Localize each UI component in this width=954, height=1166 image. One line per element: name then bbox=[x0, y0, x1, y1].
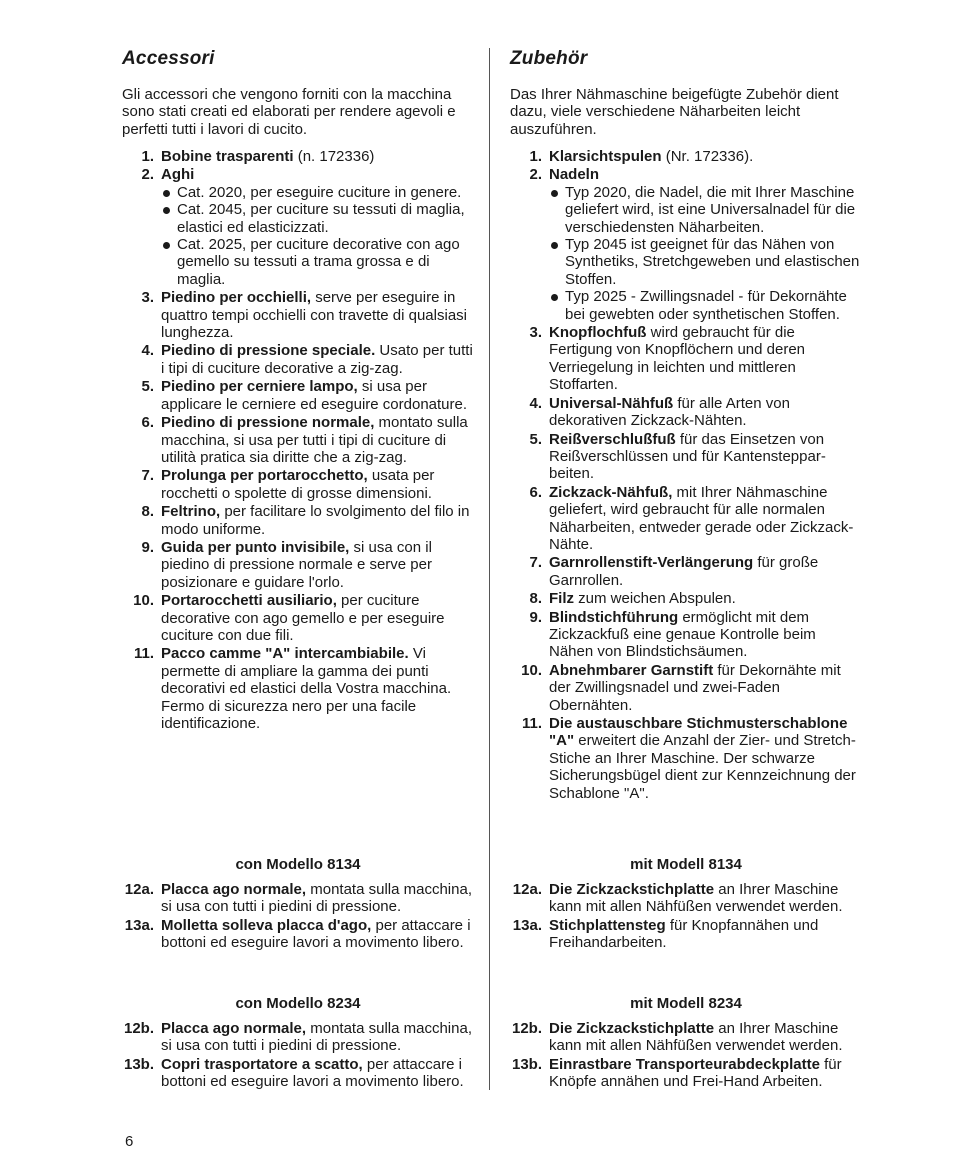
page-number: 6 bbox=[125, 1133, 134, 1150]
item-label: Blindstichführung bbox=[549, 608, 679, 626]
list-item bbox=[510, 554, 862, 589]
item-text: an Ihrer Maschine kann mit allen Nähfüßen verwendet werden. bbox=[549, 1020, 843, 1055]
list-item bbox=[122, 378, 474, 413]
item-label: Guida per punto invisibile, bbox=[161, 538, 350, 556]
item-text: montato sulla macchina, si usa per tutti i tipi di cuciture di utilità pratica sia diritte che a zig-zag. bbox=[161, 414, 468, 466]
item-number: 7. bbox=[529, 554, 542, 572]
item-text: per attaccare i bottoni ed eseguire lavori a movimento libero. bbox=[161, 916, 471, 952]
item-label: Aghi bbox=[161, 166, 195, 184]
item-body bbox=[549, 917, 862, 952]
item-text: montata sulla macchina, si usa con tutti i piedini di pressione. bbox=[161, 1020, 472, 1055]
sub-list-item: Cat. 2025, per cuciture decorative con ago gemello su tessuti a trama grossa e di maglia. bbox=[161, 236, 474, 288]
italian-title: Accessori bbox=[122, 48, 215, 69]
item-body bbox=[161, 467, 474, 502]
item-body bbox=[549, 1020, 862, 1055]
item-label: Nadeln bbox=[549, 166, 600, 184]
item-number: 2. bbox=[141, 166, 154, 184]
item-text: per facilitare lo svolgimento del filo in modo uniforme. bbox=[161, 503, 470, 538]
italian-model-8234-heading: con Modello 8234 bbox=[235, 995, 361, 1012]
list-item bbox=[122, 467, 474, 502]
item-label: Feltrino, bbox=[161, 503, 221, 521]
item-number: 3. bbox=[141, 289, 154, 307]
list-item bbox=[510, 148, 862, 165]
item-number: 1. bbox=[529, 148, 542, 165]
item-label: Abnehmbarer Garnstift bbox=[549, 661, 714, 679]
list-item bbox=[510, 917, 862, 952]
german-model-8234-heading: mit Modell 8234 bbox=[630, 995, 742, 1012]
german-intro: Das Ihrer Nähmaschine beigefügte Zubehör dient dazu, viele verschiedene Näharbeiten leicht auszuführen. bbox=[510, 86, 839, 138]
item-body bbox=[161, 503, 474, 538]
item-body bbox=[161, 378, 474, 413]
item-body bbox=[161, 342, 474, 377]
item-body bbox=[549, 662, 862, 714]
sub-list-item: Cat. 2045, per cuciture su tessuti di maglia, elastici ed elasticizzati. bbox=[161, 201, 474, 236]
item-body bbox=[161, 289, 474, 341]
item-label: Zickzack-Nähfuß, bbox=[549, 483, 673, 501]
item-body bbox=[161, 881, 474, 916]
list-item bbox=[122, 342, 474, 377]
item-body bbox=[549, 148, 862, 165]
item-number: 4. bbox=[141, 342, 154, 360]
item-body bbox=[549, 881, 862, 916]
sub-list-item: Typ 2025 - Zwillingsnadel - für Dekornähte bei gewebten oder synthetischen Stoffen. bbox=[549, 288, 862, 323]
italian-model-8134-heading: con Modello 8134 bbox=[235, 856, 361, 873]
item-number: 5. bbox=[529, 430, 542, 448]
item-text: an Ihrer Maschine kann mit allen Nähfüßen verwendet werden. bbox=[549, 881, 843, 916]
item-number: 9. bbox=[141, 538, 154, 556]
item-body bbox=[161, 917, 474, 952]
list-item bbox=[510, 715, 862, 802]
item-body bbox=[549, 715, 862, 802]
list-item bbox=[122, 881, 474, 916]
item-number: 11. bbox=[133, 645, 154, 663]
item-number: 2. bbox=[529, 166, 542, 184]
italian-model-8234-list bbox=[122, 1020, 474, 1092]
item-body bbox=[549, 431, 862, 483]
item-number: 12b. bbox=[511, 1020, 542, 1037]
item-text: serve per eseguire in quattro tempi occhielli con travette di qualsiasi lunghezza. bbox=[161, 289, 467, 342]
item-text: usata per rocchetti o spolette di grosse dimensioni. bbox=[161, 467, 435, 502]
item-number: 9. bbox=[529, 608, 542, 626]
item-text: si usa per applicare le cerniere ed eseguire cordonature. bbox=[161, 378, 468, 413]
german-model-8234-list bbox=[510, 1020, 862, 1092]
item-number: 12a. bbox=[124, 881, 154, 898]
item-text: erweitert die Anzahl der Zier- und Stretch-Stiche an Ihrer Maschine. Der schwarze Sicherungsbügel dient zur Kennzeichnung der Schablone "A". bbox=[549, 732, 856, 802]
german-title: Zubehör bbox=[510, 48, 588, 69]
item-text: zum weichen Abspulen. bbox=[574, 590, 736, 608]
sub-list bbox=[549, 184, 862, 323]
item-number: 12a. bbox=[512, 881, 542, 898]
list-item bbox=[122, 645, 474, 732]
list-item bbox=[122, 414, 474, 466]
item-number: 13a. bbox=[512, 916, 542, 934]
list-item bbox=[122, 1020, 474, 1055]
list-item bbox=[510, 881, 862, 916]
list-item bbox=[510, 590, 862, 607]
item-number: 12b. bbox=[123, 1020, 154, 1037]
item-label: Klarsichtspulen bbox=[549, 148, 662, 165]
list-item bbox=[510, 166, 862, 323]
item-label: Piedino di pressione normale, bbox=[161, 414, 375, 432]
item-label: Piedino per occhielli, bbox=[161, 289, 312, 307]
list-item bbox=[510, 395, 862, 430]
item-label: Placca ago normale, bbox=[161, 1020, 307, 1037]
item-label: Molletta solleva placca d'ago, bbox=[161, 916, 372, 934]
item-body bbox=[161, 166, 474, 288]
item-label: Pacco camme "A" intercambiabile. bbox=[161, 645, 409, 663]
list-item bbox=[510, 484, 862, 554]
item-body bbox=[161, 414, 474, 466]
german-model-8134-list bbox=[510, 881, 862, 953]
item-text: für Knöpfe annähen und Frei-Hand Arbeiten. bbox=[549, 1055, 842, 1091]
item-number: 5. bbox=[141, 378, 154, 396]
item-number: 1. bbox=[141, 148, 154, 165]
item-body bbox=[161, 539, 474, 591]
item-text: für Knopfannähen und Freihandarbeiten. bbox=[549, 916, 819, 952]
item-text: für große Garnrollen. bbox=[549, 554, 819, 589]
item-number: 7. bbox=[141, 467, 154, 485]
item-label: Einrastbare Transporteurabdeckplatte bbox=[549, 1055, 820, 1073]
item-label: Copri trasportatore a scatto, bbox=[161, 1055, 363, 1073]
list-item bbox=[122, 503, 474, 538]
item-text: (n. 172336) bbox=[293, 148, 375, 165]
item-label: Prolunga per portarocchetto, bbox=[161, 467, 368, 485]
item-text: für alle Arten von dekorativen Zickzack-Nähten. bbox=[549, 394, 790, 430]
item-label: Placca ago normale, bbox=[161, 881, 307, 898]
italian-model-8134-list bbox=[122, 881, 474, 953]
list-item bbox=[122, 539, 474, 591]
item-body bbox=[549, 395, 862, 430]
sub-list-item: Typ 2020, die Nadel, die mit Ihrer Maschine geliefert wird, ist eine Universalnadel für die verschiedensten Näharbeiten. bbox=[549, 184, 862, 236]
item-label: Portarocchetti ausiliario, bbox=[161, 592, 337, 610]
item-label: Piedino di pressione speciale. bbox=[161, 342, 376, 360]
list-item bbox=[122, 148, 474, 165]
item-number: 11. bbox=[521, 715, 542, 732]
item-body bbox=[549, 590, 862, 607]
item-body bbox=[549, 166, 862, 323]
item-number: 8. bbox=[529, 590, 542, 608]
list-item bbox=[510, 431, 862, 483]
item-label: Universal-Nähfuß bbox=[549, 394, 674, 412]
list-item bbox=[510, 1056, 862, 1091]
list-item bbox=[510, 609, 862, 661]
item-body bbox=[161, 592, 474, 644]
item-label: Die Zickzackstichplatte bbox=[549, 1020, 715, 1037]
item-text: ermöglicht mit dem Zickzackfuß eine genaue Kontrolle beim Nähen von Blindstichsäumen. bbox=[549, 608, 816, 661]
sub-list-item: Cat. 2020, per eseguire cuciture in genere. bbox=[161, 184, 474, 201]
item-text: für das Einsetzen von Reißverschlüssen und für Kantenstepparbeiten. bbox=[549, 430, 826, 483]
item-body bbox=[161, 1020, 474, 1055]
item-number: 6. bbox=[141, 414, 154, 432]
list-item bbox=[122, 592, 474, 644]
item-body bbox=[161, 645, 474, 732]
item-label: Die austauschbare Stichmusterschablone "A" bbox=[549, 715, 848, 750]
list-item bbox=[122, 289, 474, 341]
item-text: mit Ihrer Nähmaschine geliefert, wird gebraucht für alle normalen Näharbeiten, entweder gerade oder Zickzack-Nähte. bbox=[549, 483, 854, 553]
list-item bbox=[510, 1020, 862, 1055]
list-item bbox=[122, 1056, 474, 1091]
item-number: 13b. bbox=[511, 1055, 542, 1073]
item-number: 3. bbox=[529, 324, 542, 342]
item-body bbox=[549, 609, 862, 661]
item-label: Filz bbox=[549, 590, 574, 608]
item-text: per cuciture decorative con ago gemello e per eseguire cuciture con due fili. bbox=[161, 592, 445, 644]
list-item bbox=[122, 166, 474, 288]
list-item bbox=[122, 917, 474, 952]
italian-intro: Gli accessori che vengono forniti con la macchina sono stati creati ed elaborati per rendere agevoli e perfetti tutti i lavori di cucito. bbox=[122, 86, 456, 138]
item-label: Reißverschlußfuß bbox=[549, 430, 676, 448]
item-body bbox=[549, 1056, 862, 1091]
item-body bbox=[549, 324, 862, 394]
item-label: Bobine trasparenti bbox=[161, 148, 294, 165]
item-label: Garnrollenstift-Verlängerung bbox=[549, 554, 754, 572]
german-model-8134-heading: mit Modell 8134 bbox=[630, 856, 742, 873]
item-text: (Nr. 172336). bbox=[661, 148, 754, 165]
item-body bbox=[549, 554, 862, 589]
item-text: si usa con il piedino di pressione normale e serve per posizionare e guidare l'orlo. bbox=[161, 538, 432, 591]
item-number: 4. bbox=[529, 394, 542, 412]
item-body bbox=[161, 1056, 474, 1091]
item-number: 10. bbox=[133, 592, 154, 610]
item-label: Piedino per cerniere lampo, bbox=[161, 378, 358, 396]
item-number: 8. bbox=[141, 503, 154, 521]
item-number: 6. bbox=[529, 483, 542, 501]
column-divider bbox=[489, 48, 490, 1090]
item-text: per attaccare i bottoni ed eseguire lavori a movimento libero. bbox=[161, 1055, 464, 1091]
sub-list bbox=[161, 184, 474, 288]
item-text: Usato per tutti i tipi di cuciture decorative a zig-zag. bbox=[161, 342, 473, 377]
list-item bbox=[510, 324, 862, 394]
sub-list-item: Typ 2045 ist geeignet für das Nähen von Synthetiks, Stretchgeweben und elastischen Stoffen. bbox=[549, 236, 862, 288]
list-item bbox=[510, 662, 862, 714]
german-item-list bbox=[510, 148, 862, 803]
italian-item-list bbox=[122, 148, 474, 733]
item-number: 13b. bbox=[123, 1055, 154, 1073]
item-number: 10. bbox=[521, 661, 542, 679]
item-text: wird gebraucht für die Fertigung von Knopflöchern und deren Verriegelung in leichten und mittleren Stoffarten. bbox=[549, 324, 806, 394]
item-number: 13a. bbox=[124, 916, 154, 934]
item-label: Knopflochfuß bbox=[549, 324, 647, 342]
item-text: montata sulla macchina, si usa con tutti i piedini di pressione. bbox=[161, 881, 472, 916]
item-label: Stichplattensteg bbox=[549, 916, 666, 934]
item-text: für Dekornähte mit der Zwillingsnadel und zwei-Faden Obernähten. bbox=[549, 661, 841, 714]
item-label: Die Zickzackstichplatte bbox=[549, 881, 715, 898]
item-body bbox=[161, 148, 474, 165]
item-body bbox=[549, 484, 862, 554]
item-text: Vi permette di ampliare la gamma dei punti decorativi ed elastici della Vostra macchina. Fermo di sicurezza nero per una facile identificazione. bbox=[161, 645, 452, 732]
